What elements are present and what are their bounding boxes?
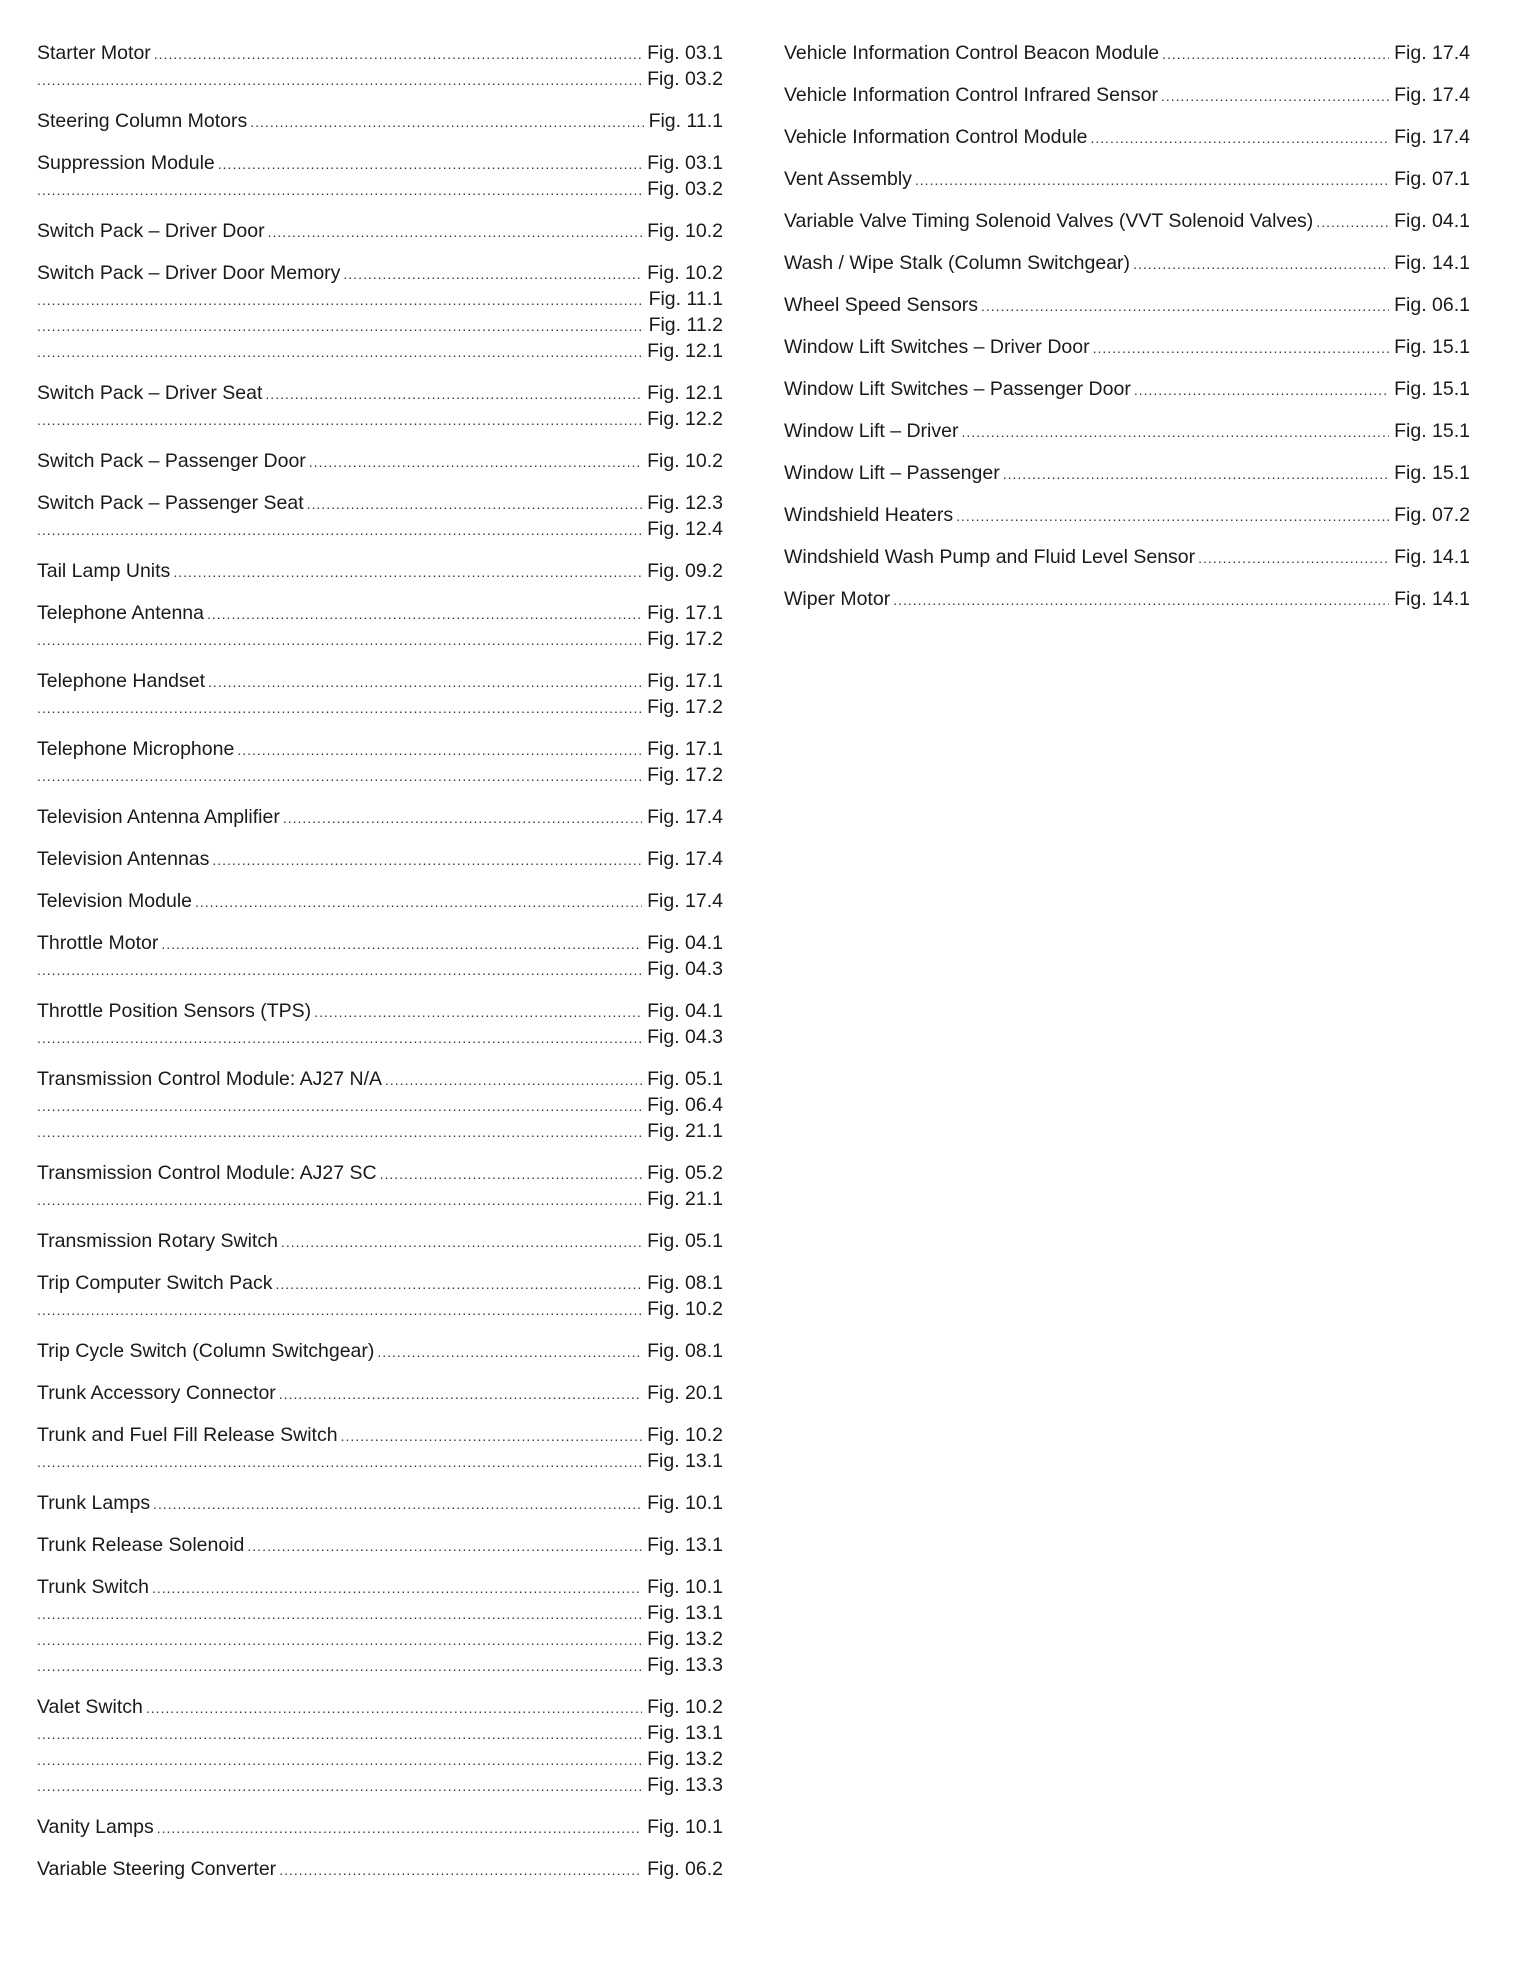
index-entry-continuation-line	[37, 762, 723, 788]
index-entry-line	[784, 124, 1470, 150]
dot-leader	[237, 737, 642, 762]
index-entry-line	[37, 1814, 723, 1840]
index-entry-continuation-line	[37, 1652, 723, 1678]
dot-leader	[956, 503, 1389, 528]
index-entry-continuation-line	[37, 286, 723, 312]
component-name: Transmission Control Module: AJ27 N/A	[37, 1068, 383, 1090]
figure-reference[interactable]: Fig. 21.1	[647, 1188, 723, 1210]
index-entry	[37, 448, 723, 474]
component-name: Window Lift Switches – Passenger Door	[784, 378, 1131, 400]
component-name: Transmission Rotary Switch	[37, 1230, 278, 1252]
dot-leader	[37, 67, 642, 92]
dot-leader	[380, 1161, 643, 1186]
index-entry-continuation-line	[37, 1296, 723, 1322]
index-entry-continuation-line	[37, 626, 723, 652]
dot-leader	[157, 1815, 642, 1840]
index-entry-continuation-line	[37, 956, 723, 982]
index-entry	[37, 1574, 723, 1678]
index-entry	[784, 250, 1470, 276]
dot-leader	[37, 407, 642, 432]
figure-reference[interactable]: Fig. 13.1	[647, 1534, 723, 1556]
dot-leader	[152, 1575, 642, 1600]
dot-leader	[37, 1601, 642, 1626]
figure-reference[interactable]: Fig. 05.1	[647, 1068, 723, 1090]
index-entry-line	[37, 448, 723, 474]
component-name: Trunk Release Solenoid	[37, 1534, 245, 1556]
index-entry-continuation-line	[37, 1118, 723, 1144]
index-entry	[37, 668, 723, 720]
dot-leader	[281, 1229, 642, 1254]
figure-reference[interactable]: Fig. 04.3	[647, 958, 723, 980]
figure-reference[interactable]: Fig. 12.2	[647, 408, 723, 430]
figure-reference[interactable]: Fig. 10.2	[647, 1696, 723, 1718]
component-name: Window Lift Switches – Driver Door	[784, 336, 1090, 358]
dot-leader	[37, 627, 642, 652]
dot-leader	[173, 559, 642, 584]
index-entry	[37, 1066, 723, 1144]
component-name: Trip Computer Switch Pack	[37, 1272, 273, 1294]
index-entry-continuation-line	[37, 1024, 723, 1050]
index-entry-line	[784, 166, 1470, 192]
component-name: Window Lift – Passenger	[784, 462, 1000, 484]
component-name: Variable Steering Converter	[37, 1858, 277, 1880]
dot-leader	[161, 931, 642, 956]
dot-leader	[250, 109, 643, 134]
figure-reference[interactable]: Fig. 10.1	[647, 1492, 723, 1514]
dot-leader	[37, 1449, 642, 1474]
component-name: Steering Column Motors	[37, 110, 248, 132]
dot-leader	[37, 1025, 642, 1050]
component-name: Telephone Microphone	[37, 738, 235, 760]
component-name: Valet Switch	[37, 1696, 143, 1718]
index-entry	[784, 586, 1470, 612]
figure-reference[interactable]: Fig. 13.1	[647, 1722, 723, 1744]
index-entry	[784, 292, 1470, 318]
index-entry-line	[37, 1574, 723, 1600]
dot-leader	[37, 695, 642, 720]
component-name: Wiper Motor	[784, 588, 891, 610]
index-entry-continuation-line	[37, 176, 723, 202]
dot-leader	[1134, 377, 1389, 402]
index-column-right	[784, 40, 1470, 628]
index-entry	[37, 218, 723, 244]
component-name: Television Module	[37, 890, 193, 912]
figure-reference[interactable]: Fig. 10.2	[647, 1298, 723, 1320]
component-name: Suppression Module	[37, 152, 215, 174]
figure-reference[interactable]: Fig. 06.1	[1394, 294, 1470, 316]
dot-leader	[893, 587, 1389, 612]
figure-reference[interactable]: Fig. 15.1	[1394, 420, 1470, 442]
figure-reference[interactable]: Fig. 21.1	[647, 1120, 723, 1142]
index-entry-line	[37, 1380, 723, 1406]
figure-reference[interactable]: Fig. 07.2	[1394, 504, 1470, 526]
component-name: Switch Pack – Driver Door	[37, 220, 265, 242]
index-entry-line	[37, 558, 723, 584]
index-entry-line	[37, 1856, 723, 1882]
dot-leader	[37, 1093, 642, 1118]
figure-reference[interactable]: Fig. 10.1	[647, 1576, 723, 1598]
dot-leader	[1091, 125, 1390, 150]
index-entry-line	[37, 736, 723, 762]
figure-reference[interactable]: Fig. 12.3	[647, 492, 723, 514]
index-entry-continuation-line	[37, 1186, 723, 1212]
index-entry	[37, 1490, 723, 1516]
index-entry	[37, 1160, 723, 1212]
index-entry-line	[784, 82, 1470, 108]
index-entry	[37, 1814, 723, 1840]
component-name: Trunk Accessory Connector	[37, 1382, 276, 1404]
dot-leader	[279, 1381, 642, 1406]
dot-leader	[1316, 209, 1389, 234]
figure-reference[interactable]: Fig. 10.2	[647, 262, 723, 284]
figure-reference[interactable]: Fig. 08.1	[647, 1340, 723, 1362]
dot-leader	[343, 261, 642, 286]
index-entry-line	[784, 418, 1470, 444]
dot-leader	[915, 167, 1389, 192]
dot-leader	[268, 219, 643, 244]
index-entry	[37, 40, 723, 92]
figure-reference[interactable]: Fig. 14.1	[1394, 252, 1470, 274]
figure-reference[interactable]: Fig. 06.2	[647, 1858, 723, 1880]
dot-leader	[218, 151, 642, 176]
index-entry	[784, 418, 1470, 444]
index-entry	[37, 736, 723, 788]
figure-reference[interactable]: Fig. 05.1	[647, 1230, 723, 1252]
index-entry	[37, 108, 723, 134]
figure-reference[interactable]: Fig. 17.2	[647, 764, 723, 786]
dot-leader	[37, 1773, 642, 1798]
index-entry-line	[37, 1532, 723, 1558]
index-entry-continuation-line	[37, 1600, 723, 1626]
index-entry	[784, 166, 1470, 192]
index-entry	[37, 846, 723, 872]
index-entry	[784, 82, 1470, 108]
figure-reference[interactable]: Fig. 20.1	[647, 1382, 723, 1404]
index-entry-line	[37, 1338, 723, 1364]
index-entry-line	[37, 150, 723, 176]
figure-reference[interactable]: Fig. 08.1	[647, 1272, 723, 1294]
component-name: Vehicle Information Control Module	[784, 126, 1088, 148]
index-entry-line	[37, 40, 723, 66]
component-name: Switch Pack – Passenger Seat	[37, 492, 304, 514]
index-entry-line	[37, 1160, 723, 1186]
dot-leader	[37, 763, 642, 788]
index-entry-continuation-line	[37, 1448, 723, 1474]
dot-leader	[1093, 335, 1390, 360]
index-entry	[784, 544, 1470, 570]
index-entry-line	[37, 260, 723, 286]
index-entry	[37, 888, 723, 914]
component-name: Trunk and Fuel Fill Release Switch	[37, 1424, 338, 1446]
index-entry-continuation-line	[37, 1746, 723, 1772]
figure-reference[interactable]: Fig. 13.2	[647, 1748, 723, 1770]
dot-leader	[37, 177, 642, 202]
component-name: Trunk Lamps	[37, 1492, 151, 1514]
component-name: Telephone Handset	[37, 670, 206, 692]
dot-leader	[309, 449, 642, 474]
index-entry-continuation-line	[37, 406, 723, 432]
component-name: Windshield Heaters	[784, 504, 954, 526]
figure-reference[interactable]: Fig. 03.2	[647, 68, 723, 90]
index-entry	[37, 1694, 723, 1798]
figure-reference[interactable]: Fig. 17.4	[647, 848, 723, 870]
figure-reference[interactable]: Fig. 13.2	[647, 1628, 723, 1650]
figure-reference[interactable]: Fig. 17.1	[647, 670, 723, 692]
dot-leader	[37, 1627, 642, 1652]
figure-reference[interactable]: Fig. 12.4	[647, 518, 723, 540]
index-entry-line	[37, 1228, 723, 1254]
component-name: Television Antennas	[37, 848, 210, 870]
figure-reference[interactable]: Fig. 13.1	[647, 1450, 723, 1472]
index-entry	[37, 804, 723, 830]
figure-reference[interactable]: Fig. 17.4	[1394, 84, 1470, 106]
component-name: Trip Cycle Switch (Column Switchgear)	[37, 1340, 375, 1362]
dot-leader	[276, 1271, 643, 1296]
dot-leader	[314, 999, 642, 1024]
index-entry-continuation-line	[37, 1626, 723, 1652]
dot-leader	[212, 847, 642, 872]
dot-leader	[265, 381, 642, 406]
component-name: Vehicle Information Control Beacon Module	[784, 42, 1160, 64]
index-entry-line	[784, 460, 1470, 486]
index-entry	[37, 558, 723, 584]
figure-reference[interactable]: Fig. 17.1	[647, 602, 723, 624]
dot-leader	[1003, 461, 1389, 486]
figure-reference[interactable]: Fig. 15.1	[1394, 336, 1470, 358]
index-entry	[37, 1856, 723, 1882]
dot-leader	[1133, 251, 1389, 276]
figure-reference[interactable]: Fig. 12.1	[647, 340, 723, 362]
index-entry-continuation-line	[37, 1092, 723, 1118]
component-name: Switch Pack – Passenger Door	[37, 450, 306, 472]
component-name: Television Antenna Amplifier	[37, 806, 280, 828]
dot-leader	[307, 491, 642, 516]
index-entry-line	[37, 804, 723, 830]
index-entry	[37, 490, 723, 542]
component-name: Telephone Antenna	[37, 602, 204, 624]
dot-leader	[37, 287, 644, 312]
dot-leader	[37, 339, 642, 364]
figure-reference[interactable]: Fig. 04.1	[647, 1000, 723, 1022]
index-column-left	[37, 40, 723, 1898]
dot-leader	[385, 1067, 642, 1092]
index-entry-line	[37, 846, 723, 872]
dot-leader	[981, 293, 1389, 318]
figure-reference[interactable]: Fig. 07.1	[1394, 168, 1470, 190]
index-entry	[784, 40, 1470, 66]
component-name: Vehicle Information Control Infrared Sensor	[784, 84, 1158, 106]
dot-leader	[37, 1653, 642, 1678]
figure-reference[interactable]: Fig. 17.4	[1394, 126, 1470, 148]
index-entry-line	[784, 40, 1470, 66]
dot-leader	[1198, 545, 1389, 570]
dot-leader	[37, 313, 644, 338]
index-entry	[37, 260, 723, 364]
index-entry	[37, 1270, 723, 1322]
figure-reference[interactable]: Fig. 03.2	[647, 178, 723, 200]
index-entry	[784, 334, 1470, 360]
figure-reference[interactable]: Fig. 04.1	[1394, 210, 1470, 232]
index-entry-continuation-line	[37, 338, 723, 364]
figure-reference[interactable]: Fig. 04.1	[647, 932, 723, 954]
component-name: Window Lift – Driver	[784, 420, 959, 442]
index-entry	[784, 124, 1470, 150]
dot-leader	[207, 601, 642, 626]
dot-leader	[37, 1119, 642, 1144]
index-entry-line	[784, 586, 1470, 612]
component-name: Switch Pack – Driver Door Memory	[37, 262, 341, 284]
index-entry	[37, 1338, 723, 1364]
figure-reference[interactable]: Fig. 17.4	[647, 806, 723, 828]
figure-reference[interactable]: Fig. 04.3	[647, 1026, 723, 1048]
component-name: Throttle Motor	[37, 932, 159, 954]
dot-leader	[37, 957, 642, 982]
index-entry	[37, 150, 723, 202]
dot-leader	[37, 517, 642, 542]
figure-reference[interactable]: Fig. 17.4	[1394, 42, 1470, 64]
dot-leader	[377, 1339, 642, 1364]
figure-reference[interactable]: Fig. 10.1	[647, 1816, 723, 1838]
dot-leader	[195, 889, 642, 914]
index-entry-line	[784, 502, 1470, 528]
index-entry-line	[784, 292, 1470, 318]
index-entry	[37, 1228, 723, 1254]
index-entry	[37, 600, 723, 652]
dot-leader	[1162, 41, 1389, 66]
figure-reference[interactable]: Fig. 03.1	[647, 152, 723, 174]
index-entry-line	[37, 930, 723, 956]
figure-reference[interactable]: Fig. 17.2	[647, 628, 723, 650]
figure-reference[interactable]: Fig. 13.1	[647, 1602, 723, 1624]
index-entry	[37, 380, 723, 432]
component-name: Starter Motor	[37, 42, 151, 64]
index-entry-line	[37, 1422, 723, 1448]
index-entry-line	[37, 218, 723, 244]
index-entry-line	[37, 998, 723, 1024]
dot-leader	[961, 419, 1389, 444]
index-entry-line	[37, 888, 723, 914]
figure-reference[interactable]: Fig. 14.1	[1394, 588, 1470, 610]
index-entry-line	[784, 376, 1470, 402]
figure-reference[interactable]: Fig. 17.1	[647, 738, 723, 760]
dot-leader	[341, 1423, 643, 1448]
component-name: Wash / Wipe Stalk (Column Switchgear)	[784, 252, 1131, 274]
index-entry-continuation-line	[37, 1720, 723, 1746]
figure-reference[interactable]: Fig. 14.1	[1394, 546, 1470, 568]
figure-reference[interactable]: Fig. 11.2	[648, 314, 723, 336]
figure-reference[interactable]: Fig. 17.2	[647, 696, 723, 718]
dot-leader	[1161, 83, 1389, 108]
component-name: Throttle Position Sensors (TPS)	[37, 1000, 312, 1022]
component-name: Tail Lamp Units	[37, 560, 171, 582]
figure-reference[interactable]: Fig. 05.2	[647, 1162, 723, 1184]
index-entry-line	[37, 600, 723, 626]
index-entry-line	[37, 1694, 723, 1720]
index-entry-continuation-line	[37, 694, 723, 720]
figure-reference[interactable]: Fig. 13.3	[647, 1774, 723, 1796]
index-entry-line	[37, 1066, 723, 1092]
dot-leader	[37, 1187, 642, 1212]
figure-reference[interactable]: Fig. 15.1	[1394, 378, 1470, 400]
figure-reference[interactable]: Fig. 10.2	[647, 220, 723, 242]
index-entry-line	[37, 1270, 723, 1296]
dot-leader	[153, 1491, 642, 1516]
index-entry-continuation-line	[37, 66, 723, 92]
component-name: Variable Valve Timing Solenoid Valves (VVT Solenoid Valves)	[784, 210, 1314, 232]
figure-reference[interactable]: Fig. 15.1	[1394, 462, 1470, 484]
index-entry	[784, 376, 1470, 402]
index-entry	[784, 208, 1470, 234]
index-entry	[37, 930, 723, 982]
index-entry-line	[784, 544, 1470, 570]
dot-leader	[279, 1857, 642, 1882]
index-entry	[37, 1422, 723, 1474]
figure-reference[interactable]: Fig. 11.1	[648, 110, 723, 132]
component-name: Vent Assembly	[784, 168, 912, 190]
figure-reference[interactable]: Fig. 09.2	[647, 560, 723, 582]
index-entry-line	[784, 334, 1470, 360]
index-entry	[37, 998, 723, 1050]
dot-leader	[37, 1297, 642, 1322]
component-name: Transmission Control Module: AJ27 SC	[37, 1162, 377, 1184]
index-entry	[784, 460, 1470, 486]
figure-reference[interactable]: Fig. 10.2	[647, 1424, 723, 1446]
index-entry-line	[37, 490, 723, 516]
index-entry-line	[37, 380, 723, 406]
dot-leader	[37, 1747, 642, 1772]
dot-leader	[154, 41, 642, 66]
index-entry-line	[37, 108, 723, 134]
index-entry-continuation-line	[37, 1772, 723, 1798]
index-entry-line	[37, 668, 723, 694]
dot-leader	[247, 1533, 642, 1558]
component-name: Switch Pack – Driver Seat	[37, 382, 263, 404]
component-name: Wheel Speed Sensors	[784, 294, 979, 316]
component-name: Trunk Switch	[37, 1576, 149, 1598]
figure-reference[interactable]: Fig. 03.1	[647, 42, 723, 64]
dot-leader	[37, 1721, 642, 1746]
figure-reference[interactable]: Fig. 17.4	[647, 890, 723, 912]
figure-reference[interactable]: Fig. 13.3	[647, 1654, 723, 1676]
index-entry	[37, 1380, 723, 1406]
dot-leader	[283, 805, 642, 830]
component-name: Windshield Wash Pump and Fluid Level Sensor	[784, 546, 1196, 568]
index-entry-line	[784, 250, 1470, 276]
index-entry-continuation-line	[37, 312, 723, 338]
index-entry	[37, 1532, 723, 1558]
index-entry-line	[37, 1490, 723, 1516]
dot-leader	[208, 669, 642, 694]
index-entry	[784, 502, 1470, 528]
index-entry-continuation-line	[37, 516, 723, 542]
figure-reference[interactable]: Fig. 06.4	[647, 1094, 723, 1116]
component-name: Vanity Lamps	[37, 1816, 154, 1838]
index-entry-line	[784, 208, 1470, 234]
figure-reference[interactable]: Fig. 10.2	[647, 450, 723, 472]
figure-reference[interactable]: Fig. 11.1	[648, 288, 723, 310]
figure-reference[interactable]: Fig. 12.1	[647, 382, 723, 404]
dot-leader	[146, 1695, 642, 1720]
